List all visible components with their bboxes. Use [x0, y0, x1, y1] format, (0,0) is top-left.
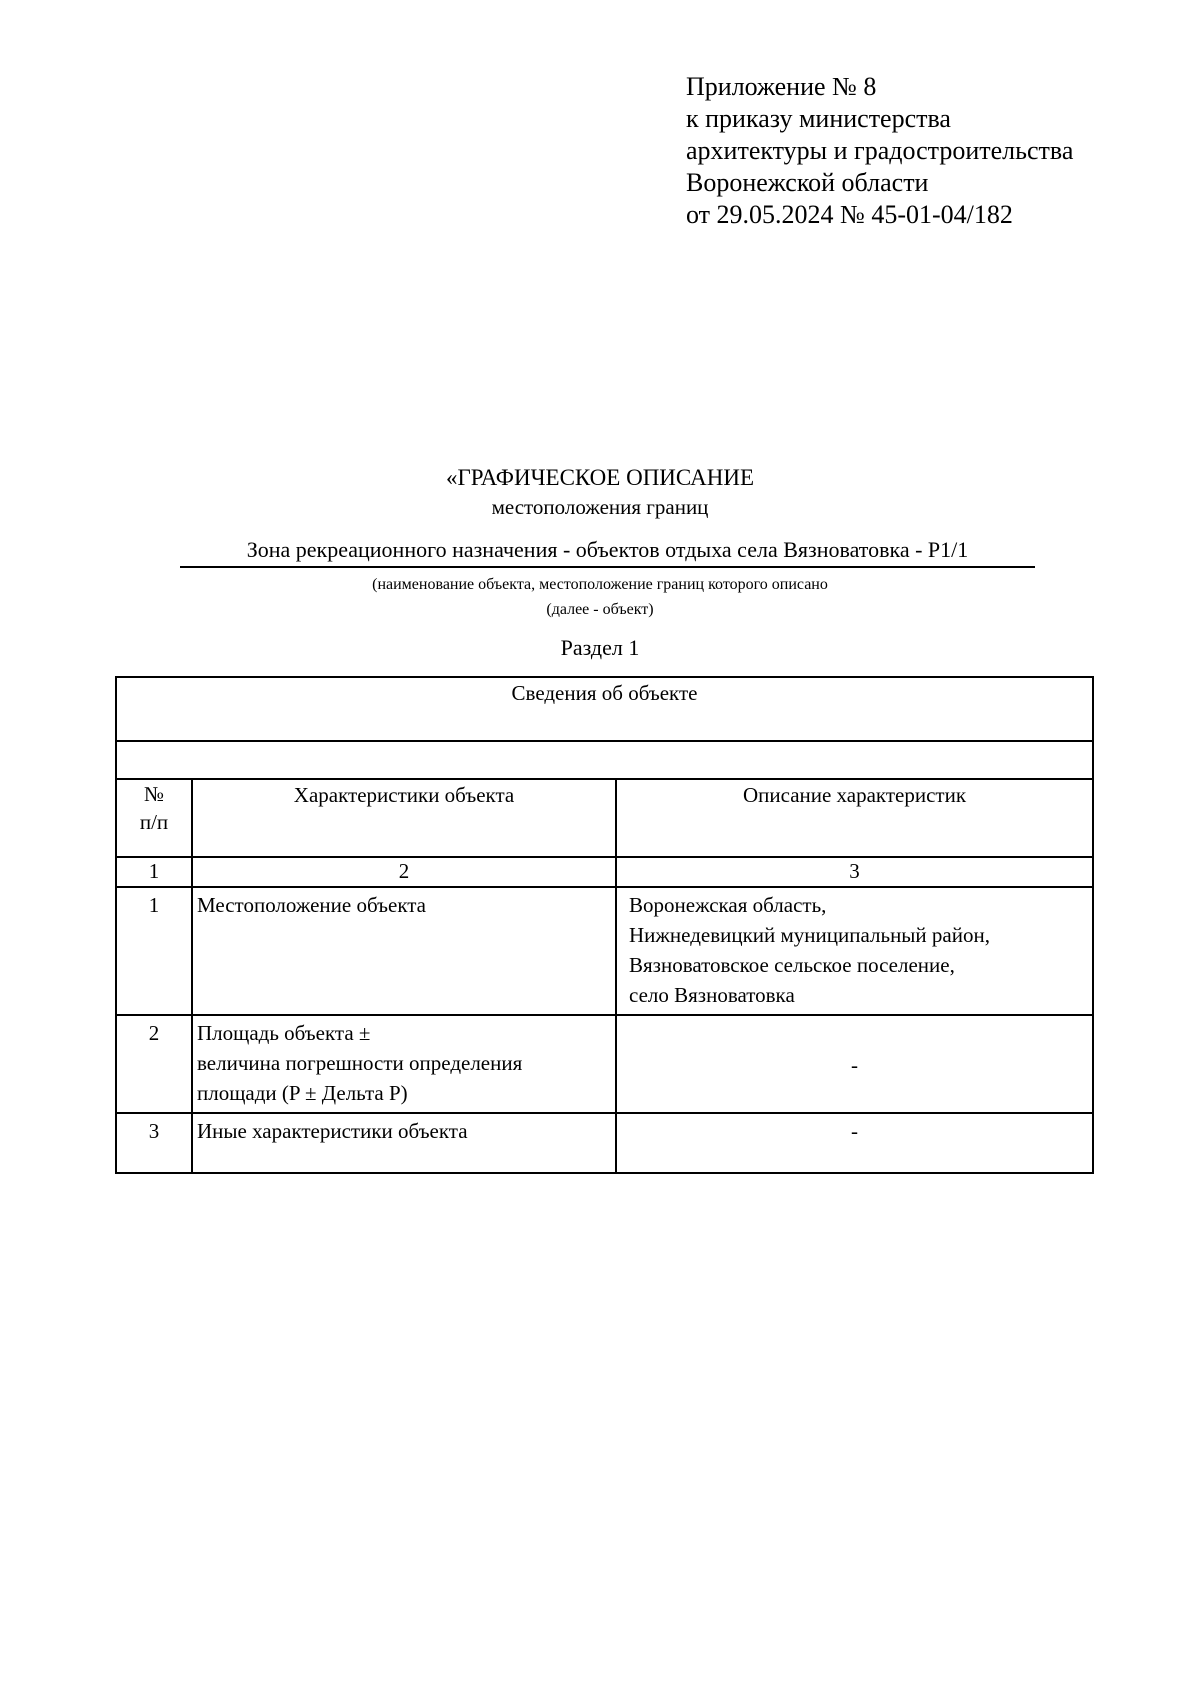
- description-line: Воронежская область,: [629, 893, 827, 917]
- characteristic-line: Местоположение объекта: [197, 893, 427, 917]
- column-numbers-row: [116, 857, 1093, 887]
- row-description: [616, 887, 1093, 1015]
- row-number: 2: [116, 1015, 192, 1113]
- empty-cell: [116, 741, 1093, 779]
- characteristic-line: Иные характеристики объекта: [197, 1119, 468, 1143]
- row-number: 3: [116, 1113, 192, 1173]
- header-num: [116, 779, 192, 857]
- appendix-line: архитектуры и градостроительства: [686, 136, 1074, 165]
- object-info-table: [115, 676, 1094, 1174]
- appendix-line: Воронежской области: [686, 168, 929, 197]
- description-line: Нижнедевицкий муниципальный район,: [629, 923, 990, 947]
- column-number: 2: [192, 857, 616, 887]
- table-row: [116, 1113, 1093, 1173]
- row-characteristic: [192, 887, 616, 1015]
- table-row: [116, 1015, 1093, 1113]
- characteristic-line: площади (P ± Дельта P): [197, 1081, 408, 1105]
- appendix-line: к приказу министерства: [686, 104, 951, 133]
- table-header-row: [116, 779, 1093, 857]
- description-line: село Вязноватовка: [629, 983, 795, 1007]
- row-characteristic: [192, 1015, 616, 1113]
- appendix-block: [686, 71, 1073, 231]
- object-name-note: [0, 572, 1200, 622]
- section-title: Раздел 1: [560, 635, 640, 660]
- row-characteristic: [192, 1113, 616, 1173]
- object-note-line: (далее - объект): [546, 601, 654, 618]
- table-caption: Сведения об объекте: [116, 677, 1093, 741]
- row-description: -: [616, 1113, 1093, 1173]
- object-name: Зона рекреационного назначения - объектов отдыха села Вязноватовка - Р1/1: [180, 536, 1035, 568]
- characteristic-line: величина погрешности определения: [197, 1051, 523, 1075]
- table-caption-row: [116, 677, 1093, 741]
- header-characteristics: Характеристики объекта: [192, 779, 616, 857]
- column-number: 3: [616, 857, 1093, 887]
- header-num-line: п/п: [139, 810, 169, 834]
- row-description: -: [616, 1015, 1093, 1113]
- table-row: [116, 887, 1093, 1015]
- description-line: Вязноватовское сельское поселение,: [629, 953, 955, 977]
- header-num-line: №: [143, 782, 165, 806]
- header-description: Описание характеристик: [616, 779, 1093, 857]
- appendix-line: Приложение № 8: [686, 72, 877, 101]
- object-note-line: (наименование объекта, местоположение границ которого описано: [372, 576, 828, 593]
- column-number: 1: [116, 857, 192, 887]
- appendix-line: от 29.05.2024 № 45-01-04/182: [686, 200, 1013, 229]
- table-empty-row: [116, 741, 1093, 779]
- row-number: 1: [116, 887, 192, 1015]
- characteristic-line: Площадь объекта ±: [197, 1021, 371, 1045]
- document-subtitle: местоположения границ: [491, 495, 709, 519]
- document-title: «ГРАФИЧЕСКОЕ ОПИСАНИЕ: [445, 465, 754, 490]
